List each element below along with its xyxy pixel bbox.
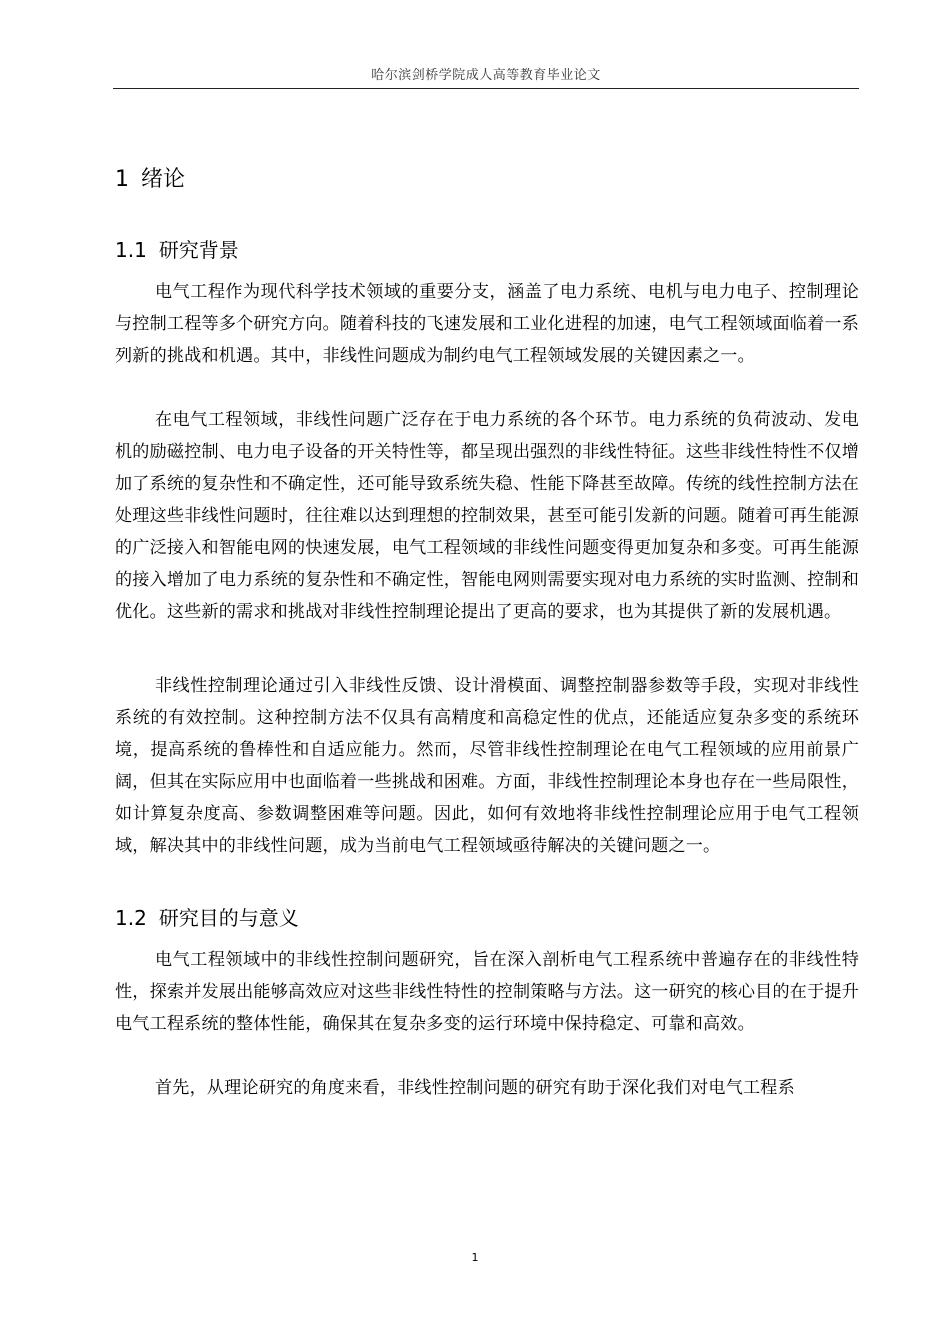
chapter-number: 1 [115, 167, 129, 192]
paragraph: 首先，从理论研究的角度来看，非线性控制问题的研究有助于深化我们对电气工程系 [155, 1078, 795, 1098]
paragraph: 在电气工程领域，非线性问题广泛存在于电力系统的各个环节。电力系统的负荷波动、发电机的励磁控制、电力电子设备的开关特性等，都呈现出强烈的非线性特征。这些非线性特性不仅增加了系统的复杂性和不确定性，还可能导致系统失稳、性能下降甚至故障。传统的线性控制方法在处理这些非线性问题时，往往难以达到理想的控制效果，甚至可能引发新的问题。随着可再生能源的广泛接入和智能电网的快速发展，电气工程领域的非线性问题变得更加复杂和多变。可再生能源的接入增加了电力系统的复杂性和不确定性，智能电网则需要实现对电力系统的实时监测、控制和优化。这些新的需求和挑战对非线性控制理论提出了更高的要求，也为其提供了新的发展机遇。 [115, 410, 859, 622]
chapter-heading [115, 162, 185, 193]
section-number: 1.2 [115, 906, 147, 930]
paragraph: 电气工程作为现代科学技术领域的重要分支，涵盖了电力系统、电机与电力电子、控制理论与控制工程等多个研究方向。随着科技的飞速发展和工业化进程的加速，电气工程领域面临着一系列新的挑战和机遇。其中，非线性问题成为制约电气工程领域发展的关键因素之一。 [115, 282, 859, 366]
section-number: 1.1 [115, 238, 147, 262]
section-heading-1-2 [115, 902, 299, 931]
section-title: 研究背景 [158, 238, 239, 262]
page-number: 1 [471, 1251, 479, 1264]
paragraph: 非线性控制理论通过引入非线性反馈、设计滑模面、调整控制器参数等手段，实现对非线性系统的有效控制。这种控制方法不仅具有高精度和高稳定性的优点，还能适应复杂多变的系统环境，提高系统的鲁棒性和自适应能力。然而，尽管非线性控制理论在电气工程领域的应用前景广阔，但其在实际应用中也面临着一些挑战和困难。方面，非线性控制理论本身也存在一些局限性，如计算复杂度高、参数调整困难等问题。因此，如何有效地将非线性控制理论应用于电气工程领域，解决其中的非线性问题，成为当前电气工程领域亟待解决的关键问题之一。 [115, 676, 859, 856]
header-divider [113, 88, 859, 89]
paragraph: 电气工程领域中的非线性控制问题研究，旨在深入剖析电气工程系统中普遍存在的非线性特性，探索并发展出能够高效应对这些非线性特性的控制策略与方法。这一研究的核心目的在于提升电气工程系统的整体性能，确保其在复杂多变的运行环境中保持稳定、可靠和高效。 [115, 950, 859, 1034]
section-title: 研究目的与意义 [158, 906, 299, 930]
chapter-title: 绪论 [141, 167, 186, 192]
running-header: 哈尔滨剑桥学院成人高等教育毕业论文 [371, 68, 601, 83]
section-heading-1-1 [115, 234, 239, 263]
